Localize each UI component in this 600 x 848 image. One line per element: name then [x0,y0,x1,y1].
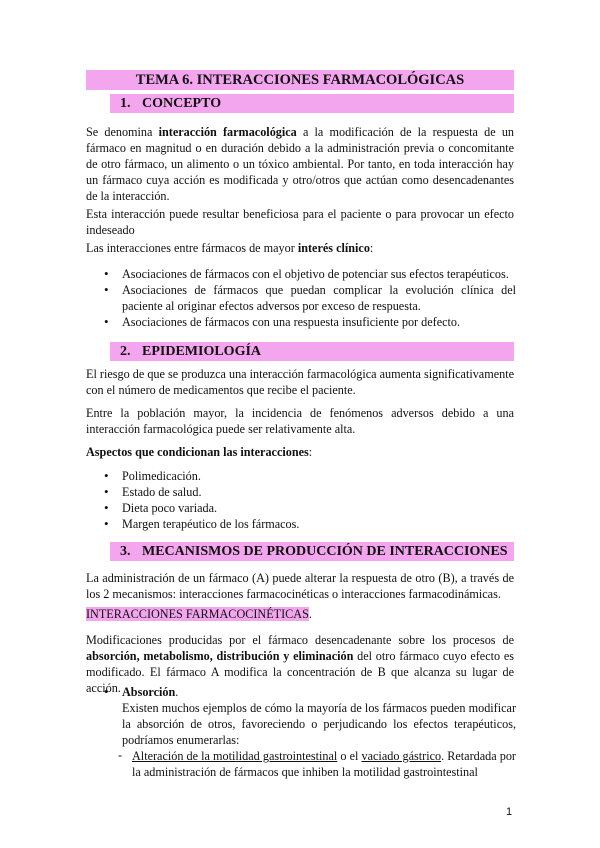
section-title: EPIDEMIOLOGÍA [142,344,262,359]
bold-term: interés clínico [297,241,370,255]
list-item: • Asociaciones de fármacos con una respuesta insuficiente por defecto. [104,314,516,330]
section-heading-mecanismos [110,542,514,561]
subheading-text: INTERACCIONES FARMACOCINÉTICAS [86,607,309,621]
bullet-list [104,468,516,532]
dash-marker: - [118,748,123,762]
page-title: TEMA 6. INTERACCIONES FARMACOLÓGICAS [86,70,514,90]
list-item: • Margen terapéutico de los fármacos. [104,516,516,532]
section-number: 2. [120,344,131,359]
underlined-term: vaciado gástrico [361,749,442,763]
section-number: 1. [120,96,131,111]
page-number: 1 [506,806,513,818]
list-item: • Dieta poco variada. [104,500,516,516]
list-item: • Estado de salud. [104,484,516,500]
section-title: CONCEPTO [142,96,222,111]
list-item: • Absorción. [104,684,516,700]
paragraph: Se denomina interacción farmacológica a la modificación de la respuesta de un fármaco en magnitud o en duración debido a la administración previa o concomitante de otro fármaco, un alimento o un tóxico ambiental. Por tanto, en toda interacción hay un fármaco cuya acción es modificada y otro/otros que actúan como desencadenantes de la interacción. [86,125,515,203]
subheading: INTERACCIONES FARMACOCINÉTICAS. [86,607,312,621]
paragraph: La administración de un fármaco (A) puede alterar la respuesta de otro (B), a través de los 2 mecanismos: interacciones farmacocinéticas o interacciones farmacodinámicas. [86,571,514,601]
paragraph: Modificaciones producidas por el fármaco desencadenante sobre los procesos de absorción, metabolismo, distribución y eliminación del otro fármaco cuyo efecto es modificado. El fármaco A modifica la concentración de B que alcanza su lugar de acción. [86,633,514,695]
paragraph: Aspectos que condicionan las interacciones: [86,445,313,459]
section-title: MECANISMOS DE PRODUCCIÓN DE INTERACCIONES [142,544,508,559]
list-item: • Asociaciones de fármacos que puedan complicar la evolución clínica del paciente al originar efectos adversos por exceso de respuesta. [104,282,516,314]
paragraph: Esta interacción puede resultar beneficiosa para el paciente o para provocar un efecto indeseado [86,207,514,237]
dash-item: - Alteración de la motilidad gastrointestinal o el vaciado gástrico. Retardada por la administración de fármacos que inhiben la motilidad gastrointestinal [118,748,516,779]
paragraph: Las interacciones entre fármacos de mayor interés clínico: [86,241,374,255]
bold-term: Aspectos que condicionan las interacciones [86,445,309,459]
list-item: • Polimedicación. [104,468,516,484]
list-item: • Asociaciones de fármacos con el objetivo de potenciar sus efectos terapéuticos. [104,266,516,282]
paragraph: Entre la población mayor, la incidencia de fenómenos adversos debido a una interacción farmacológica puede ser relativamente alta. [86,406,514,436]
bold-term: interacción farmacológica [158,125,297,139]
section-heading-concepto [110,94,514,113]
bullet-list [104,266,516,330]
bold-term: Absorción [122,685,176,699]
paragraph: El riesgo de que se produzca una interacción farmacológica aumenta significativamente con el número de medicamentos que recibe el paciente. [86,367,514,397]
bullet-list [104,684,516,700]
underlined-term: Alteración de la motilidad gastrointestinal [132,749,338,763]
paragraph: Existen muchos ejemplos de cómo la mayoría de los fármacos pueden modificar la absorción de otros, favoreciendo o perjudicando los efectos terapéuticos, podríamos enumerarlas: [122,701,516,747]
bold-term: absorción, metabolismo, distribución y eliminación [86,649,354,663]
section-number: 3. [120,544,131,559]
section-heading-epidemiologia [110,342,514,361]
